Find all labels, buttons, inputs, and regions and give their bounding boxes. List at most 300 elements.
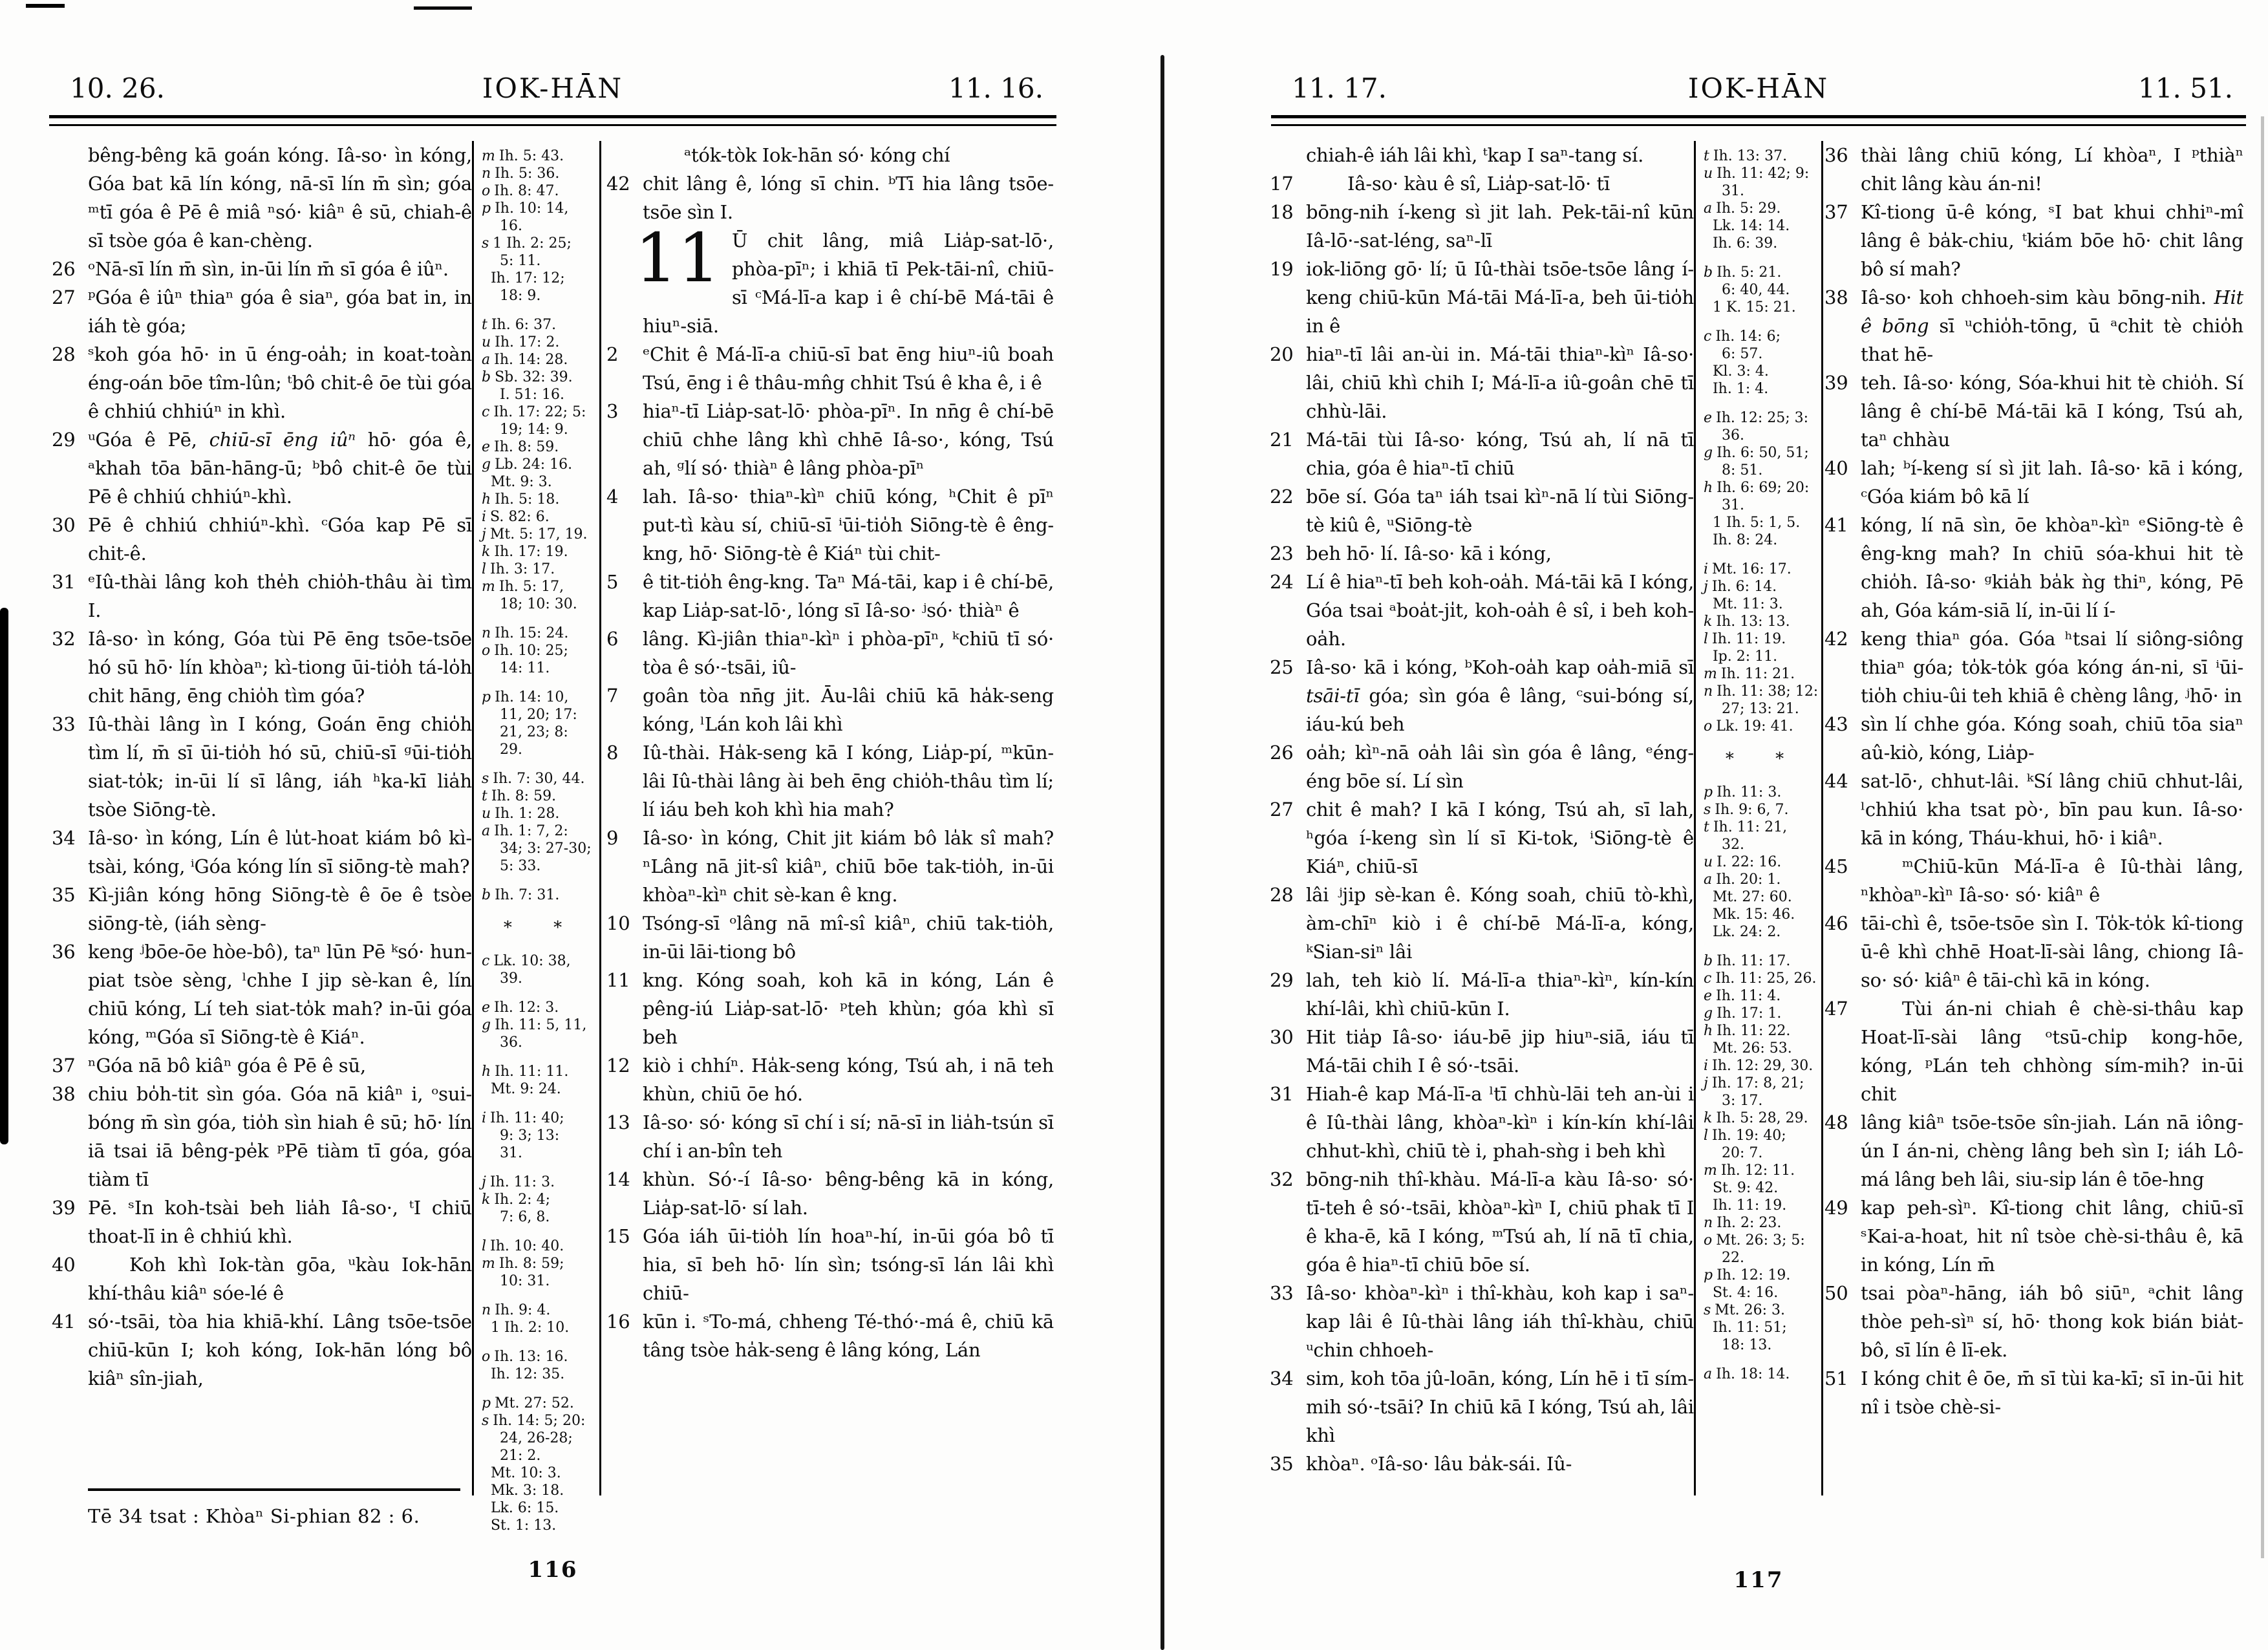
verse-text: chit lâng ê, lóng sī chin. ᵇTī hia lâng tsōe-tsōe sìn I. (643, 173, 1054, 223)
verse-text: ê tit-tio̍h êng-kng. Taⁿ Má-tāi, kap i ê chí-bē, kap Lia̍p-sat-lō·, lóng sī Iâ-so· ʲsó· thiàⁿ ê (643, 571, 1054, 621)
verse-number: 37 (1824, 201, 1848, 223)
reference-line: a Ih. 14: 28. (482, 352, 568, 368)
verse-text: lah; ᵇí-keng sí sì jit lah. Iâ-so· kā i kóng, ᶜGóa kiám bô kā lí (1861, 457, 2243, 508)
reference-line: p Ih. 14: 10, (482, 689, 569, 705)
reference-line: 22. (1704, 1250, 1744, 1266)
reference-line: Mt. 11: 3. (1704, 596, 1783, 612)
reference-line: n Ih. 5: 36. (482, 166, 560, 182)
reference-line: p Mt. 27: 52. (482, 1395, 574, 1411)
verse-text: kiò i chhíⁿ. Ha̍k-seng kóng, Tsú ah, i nā teh khùn, chiū ōe hó. (643, 1055, 1054, 1105)
verse (52, 625, 472, 710)
verse-number: 39 (1824, 372, 1848, 394)
verse-number: 7 (606, 685, 619, 707)
verse-number: 12 (606, 1055, 630, 1077)
verse-text: Pē ê chhiú chhiúⁿ-khì. ᶜGóa kap Pē sī chit-ê. (88, 514, 472, 564)
verse-number: 37 (52, 1055, 76, 1077)
ref-gap (1704, 252, 1819, 264)
reference-line: 21: 2. (482, 1448, 541, 1464)
verse-text: Iâ-so· ìn kóng, Lín ê lu̍t-hoat kiám bô kì-tsài, kóng, ⁱGóa kóng lín sī siōng-tè mah? (88, 827, 472, 877)
verse-number: 32 (1270, 1168, 1294, 1190)
ref-gap (1704, 735, 1819, 747)
reference-line: 19; 14: 9. (482, 422, 568, 438)
reference-line: Ih. 1: 4. (1704, 381, 1769, 397)
verse-text: Kì-jiân kóng hōng Siōng-tè ê ōe ê tsòe siōng-tè, (iáh sèng- (88, 884, 472, 934)
verse-text: sat-lō·, chhut-lâi. ᵏSí lâng chiū chhut-lâi, ˡchhiú kha tsat pò·, bīn pau kun. Iâ-so· kā in kóng, Tháu-khui, hō· i kiâⁿ. (1861, 770, 2243, 849)
verse-number: 20 (1270, 343, 1294, 365)
ref-gap (482, 1290, 597, 1302)
text-column-1 (45, 141, 472, 1495)
reference-line: 31. (482, 1145, 522, 1161)
ref-gap (1704, 941, 1819, 952)
verse-text: keng thiaⁿ góa. Góa ʰtsai lí siông-siông thiaⁿ góa; to̍k-to̍k góa kóng án-ni, sī ⁱūi-tio̍h chiu-ûi teh khiā ê chèng lâng, ʲhō· in (1861, 628, 2243, 707)
verse-text: lâng kiâⁿ tsōe-tsōe sîn-jiah. Lán nā iông-ún I án-ni, chèng lâng beh sìn I; iáh Lô-má lâng beh lâi, siu-si̍p lán ê tōe-hng (1861, 1111, 2243, 1190)
verse (52, 1307, 472, 1393)
reference-line: 10: 31. (482, 1273, 550, 1289)
verse-text: tsai pòaⁿ-hāng, iáh bô siūⁿ, ᵃchit lâng thòe peh-sìⁿ sí, hō· thong kok bián bia̍t-bô, sī lín ê lī-ek. (1861, 1282, 2243, 1361)
verse (1824, 852, 2243, 909)
verse-number: 34 (52, 827, 76, 849)
verse-text: oa̍h; kìⁿ-nā oa̍h lâi sìn góa ê lâng, ᵉéng-éng bōe sí. Lí sìn (1306, 742, 1694, 792)
verse-number: 2 (606, 343, 619, 365)
reference-line: c Ih. 11: 25, 26. (1704, 970, 1817, 987)
verse (52, 568, 472, 625)
verse-number: 36 (1824, 144, 1848, 166)
verse (1270, 653, 1694, 738)
header-rule (1271, 115, 2246, 126)
verse-number: 32 (52, 628, 76, 650)
text-column-1 (1267, 141, 1694, 1495)
reference-line: b Ih. 7: 31. (482, 887, 560, 903)
reference-line: n Ih. 15: 24. (482, 625, 569, 641)
ref-gap (482, 1162, 597, 1173)
reference-line: 18: 13. (1704, 1337, 1772, 1353)
references-column (1694, 141, 1823, 1495)
verse-text: lâng. Kì-jiân thiaⁿ-kìⁿ i phòa-pīⁿ, ᵏchiū tī só· tòa ê só·-tsāi, iû- (643, 628, 1054, 678)
verse-text: sìn lí chhe góa. Kóng soah, chiū tōa siaⁿ aû-kiò, kóng, Lia̍p- (1861, 713, 2243, 764)
reference-line: g Ih. 6: 50, 51; (1704, 445, 1809, 461)
verse-text: só·-tsāi, tòa hia khiā-khí. Lâng tsōe-tsōe chiū-kūn I; koh kóng, Iok-hān lóng bô kiâⁿ sîn-jiah, (88, 1311, 472, 1389)
verse (1824, 1279, 2243, 1364)
verse (1270, 1364, 1694, 1450)
verse-number: 4 (606, 486, 619, 508)
reference-line: t Ih. 13: 37. (1704, 148, 1788, 164)
verse-number: 35 (52, 884, 76, 906)
reference-line: k Ih. 17: 19. (482, 544, 568, 560)
reference-line: i Ih. 11: 40; (482, 1110, 564, 1126)
reference-line: Mt. 9: 3. (482, 474, 552, 490)
reference-line: b Ih. 5: 21. (1704, 264, 1782, 281)
reference-line: k Ih. 2: 4; (482, 1192, 551, 1208)
reference-line: Kl. 3: 4. (1704, 363, 1769, 380)
page-number: 116 (528, 1557, 578, 1583)
verse-text: thài lâng chiū kóng, Lí khòaⁿ, I ᵖthiàⁿ chit lâng kàu án-ni! (1861, 144, 2243, 195)
verse (52, 283, 472, 340)
reference-line: p Ih. 12: 19. (1704, 1267, 1791, 1283)
verse-number: 29 (1270, 969, 1294, 991)
binding-gutter-shadow (1161, 55, 1164, 1650)
verse-text: goân tòa nn̄g jit. Āu-lâi chiū kā ha̍k-seng kóng, ˡLán koh lâi khì (643, 685, 1054, 735)
reference-line: c Lk. 10: 38, (482, 953, 571, 969)
verse (606, 738, 1054, 824)
verse-number: 49 (1824, 1197, 1848, 1219)
reference-line: 1 Ih. 5: 1, 5. (1704, 515, 1801, 531)
verse-number: 3 (606, 400, 619, 422)
verse-text: Kî-tiong ū-ê kóng, ˢI bat khui chhiⁿ-mî lâng ê ba̍k-chiu, ᵗkiám bōe hō· chit lâng bô sí mah? (1861, 201, 2243, 280)
footnote-block (88, 1488, 476, 1527)
reference-line: m Ih. 8: 59; (482, 1256, 564, 1272)
verse (606, 169, 1054, 226)
verse (606, 1108, 1054, 1165)
verse-number: 48 (1824, 1111, 1848, 1133)
verse-number: 28 (1270, 884, 1294, 906)
verse-number: 8 (606, 742, 619, 764)
reference-line: n Ih. 9: 4. (482, 1302, 551, 1318)
reference-line: s Ih. 9: 6, 7. (1704, 802, 1789, 818)
reference-line: u I. 22: 16. (1704, 854, 1782, 870)
verse (1270, 795, 1694, 881)
verse-number: 36 (52, 941, 76, 963)
ref-gap (482, 904, 597, 916)
verse (52, 824, 472, 881)
verse (1824, 1194, 2243, 1279)
verse-text: Koh khì Iok-tàn gōa, ᵘkàu Iok-hān khí-thâu kiâⁿ sóe-lé ê (88, 1254, 472, 1304)
verse (88, 141, 472, 255)
footnote-rule (88, 1488, 460, 1491)
verse-text: Iâ-so· koh chhoeh-sim kàu bōng-nih. Hit ê bōng sī ᵘchio̍h-tōng, ū ᵃchit tè chio̍h that hē- (1861, 286, 2243, 365)
verse (606, 966, 1054, 1051)
reference-line: h Ih. 5: 18. (482, 491, 560, 508)
verse-text: Má-tāi tùi Iâ-so· kóng, Tsú ah, lí nā tī chia, góa ê hiaⁿ-tī chiū (1306, 429, 1694, 479)
reference-line: 5: 33. (482, 858, 541, 874)
verse (1270, 1450, 1694, 1478)
verse-number: 30 (1270, 1026, 1294, 1048)
reference-line: 5: 11. (482, 253, 541, 269)
ref-gap (482, 875, 597, 886)
verse-text: kóng, lí nā sìn, ōe khòaⁿ-kìⁿ ᵉSiōng-tè ê êng-kng mah? In chiū sóa-khui hit tè chio̍h. Iâ-so· ᵍkia̍h ba̍k ǹg thiⁿ, kóng, Pē ah, Góa kám-siā lí, in-ūi lí í- (1861, 514, 2243, 621)
verse-text: bōng-nih í-keng sì jit lah. Pek-tāi-nî kūn Iâ-lō·-sat-léng, saⁿ-lī (1306, 201, 1694, 252)
verse (1306, 141, 1694, 169)
verse-text: bōe sí. Góa taⁿ iáh tsai kìⁿ-nā lí tùi Siōng-tè kiû ê, ᵘSiōng-tè (1306, 486, 1694, 536)
reference-line: l Ih. 10: 40. (482, 1238, 564, 1254)
reference-line: Ih. 17: 12; (482, 270, 565, 286)
verse (1270, 1279, 1694, 1364)
scan-artifact (0, 608, 8, 1144)
ref-gap (482, 1383, 597, 1395)
ref-gap (482, 758, 597, 770)
verse-text: lah, teh kiò lí. Má-lī-a thiaⁿ-kìⁿ, kín-kín khí-lâi, khì chiū-kūn I. (1306, 969, 1694, 1020)
verse (606, 568, 1054, 625)
verse (52, 425, 472, 511)
verse (1270, 966, 1694, 1023)
reference-line: t Ih. 6: 37. (482, 317, 557, 333)
reference-line: j Ih. 17: 8, 21; (1704, 1075, 1804, 1091)
verse-text: ᵘGóa ê Pē, chiū-sī ēng iûⁿ hō· góa ê, ᵃkhah tōa bān-hāng-ū; ᵇbô chit-ê ōe tùi Pē ê chhiú chhiúⁿ-khì. (88, 429, 472, 508)
reference-line: 18: 9. (482, 288, 541, 304)
verse (1824, 1364, 2243, 1421)
verse-text: ˢkoh góa hō· in ū éng-oa̍h; in koat-toàn éng-oán bōe tîm-lûn; ᵗbô chit-ê ōe tùi góa ê chhiú chhiúⁿ in khì. (88, 343, 472, 422)
reference-line: Ih. 8: 24. (1704, 532, 1778, 548)
reference-line: 31. (1704, 497, 1744, 513)
reference-line: 32. (1704, 837, 1744, 853)
verse (1824, 1108, 2243, 1194)
verse-number: 5 (606, 571, 619, 593)
verse (52, 938, 472, 1051)
ref-gap (482, 677, 597, 689)
verse (1824, 369, 2243, 454)
reference-line: u Ih. 11: 42; 9: (1704, 166, 1810, 182)
verse (606, 1222, 1054, 1307)
verse-number: 46 (1824, 912, 1848, 934)
reference-line: St. 4: 16. (1704, 1285, 1779, 1301)
verse-number: 41 (1824, 514, 1848, 536)
verse-number: 23 (1270, 542, 1294, 564)
verse-number: 42 (606, 173, 630, 195)
left-page (45, 0, 1060, 1650)
reference-line: 29. (482, 742, 522, 758)
reference-line: o Mt. 26: 3; 5: (1704, 1232, 1805, 1248)
verse (1824, 625, 2243, 710)
ref-gap (1704, 1354, 1819, 1366)
reference-line: Ih. 12: 35. (482, 1366, 565, 1382)
reference-line: h Ih. 11: 22. (1704, 1023, 1791, 1039)
reference-line: Mk. 3: 18. (482, 1483, 564, 1499)
reference-line: 31. (1704, 183, 1744, 199)
verse-text: ᵉChit ê Má-lī-a chiū-sī bat ēng hiuⁿ-iû boah Tsú, ēng i ê thâu-mn̂g chhit Tsú ê kha ê, i ê (643, 343, 1054, 394)
verse-number: 43 (1824, 713, 1848, 735)
verse (1824, 454, 2243, 511)
verse (1270, 738, 1694, 795)
verse-text: teh. Iâ-so· kóng, Sóa-khui hit tè chio̍h. Sí lâng ê chí-bē Má-tāi kā I kóng, Tsú ah, taⁿ chhàu (1861, 372, 2243, 451)
reference-line: h Ih. 11: 11. (482, 1064, 569, 1080)
verse-number: 10 (606, 912, 630, 934)
reference-line: 27; 13: 21. (1704, 701, 1799, 717)
verse-number: 40 (52, 1254, 76, 1276)
reference-line: I. 51: 16. (482, 387, 565, 403)
verse-text: ⁿGóa nā bô kiâⁿ góa ê Pē ê sū, (88, 1055, 366, 1077)
reference-line: c Ih. 17: 22; 5: (482, 404, 586, 420)
scan-artifact (26, 4, 65, 8)
scan-artifact (414, 6, 472, 10)
reference-line: a Ih. 20: 1. (1704, 872, 1781, 888)
ref-gap (482, 987, 597, 999)
reference-line: p Ih. 10: 14, (482, 200, 569, 217)
reference-line: o Ih. 10: 25; (482, 643, 568, 659)
verse-number: 40 (1824, 457, 1848, 479)
reference-line: 16. (482, 218, 522, 234)
verse (1270, 340, 1694, 425)
reference-line: 7: 6, 8. (482, 1209, 550, 1225)
page-header (1267, 72, 2250, 111)
verse-text: Iâ-so· ìn kóng, Góa tùi Pē ēng tsōe-tsōe hó sū hō· lín khòaⁿ; kì-tiong ūi-tio̍h tá-lo̍h chit hāng, ēng chio̍h tìm góa? (88, 628, 472, 707)
verse-text: bêng-bêng kā goán kóng. Iâ-so· ìn kóng, Góa bat kā lín kóng, nā-sī lín m̄ sìn; góa ᵐtī góa ê Pē ê miâ ⁿsó· kiâⁿ ê sū, chiah-ê sī tsòe góa ê kan-chèng. (88, 144, 472, 252)
reference-line: s Ih. 14: 5; 20: (482, 1413, 586, 1429)
reference-line: 14: 11. (482, 660, 550, 676)
verse-number: 11 (606, 969, 630, 991)
verse-number: 44 (1824, 770, 1848, 792)
reference-line: Lk. 6: 15. (482, 1500, 559, 1516)
verse (1824, 511, 2243, 625)
ref-gap (482, 1226, 597, 1238)
verse-text: kng. Kóng soah, koh kā in kóng, Lán ê pêng-iú Lia̍p-sat-lō· ᵖteh khùn; góa khì sī beh (643, 969, 1054, 1048)
reference-line: j Mt. 5: 17, 19. (482, 526, 588, 542)
header-verse-range-right: 11. 51. (2138, 72, 2233, 104)
reference-line: h Ih. 6: 69; 20: (1704, 480, 1810, 496)
reference-line: k Ih. 13: 13. (1704, 614, 1790, 630)
verse-text: lâi ʲjip sè-kan ê. Kóng soah, chiū tò-khì, àm-chīⁿ kiò i ê chí-bē Má-lī-a, kóng, ᵏSian-siⁿ lâi (1306, 884, 1694, 963)
verse-text: iok-liōng gō· lí; ū Iû-thài tsōe-tsōe lâng í-keng chiū-kūn Má-tāi Má-lī-a, beh ūi-tio̍h in ê (1306, 258, 1694, 337)
verse (52, 1194, 472, 1250)
reference-line: Mt. 10: 3. (482, 1465, 561, 1481)
reference-line: 24, 26-28; (482, 1430, 573, 1446)
reference-line: o Lk. 19: 41. (1704, 718, 1793, 734)
verse (606, 824, 1054, 909)
verse-number: 35 (1270, 1453, 1294, 1475)
reference-line: m Ih. 12: 11. (1704, 1162, 1795, 1179)
ref-gap (1704, 316, 1819, 328)
verse-text: Ū chit lâng, miâ Lia̍p-sat-lō·, phòa-pīⁿ; i khiā tī Pek-tāi-nî, chiū-sī ᶜMá-lī-a kap i ê chí-bē Má-tāi ê hiuⁿ-siā. (643, 230, 1054, 337)
verse (1270, 1080, 1694, 1165)
reference-line: i Mt. 16: 17. (1704, 561, 1792, 577)
verse (1270, 568, 1694, 653)
ref-gap (482, 305, 597, 316)
verse-text: hiaⁿ-tī Lia̍p-sat-lō· phòa-pīⁿ. In nn̄g ê chí-bē chiū chhe lâng khì chhē Iâ-so·, kóng, Tsú ah, ᵍlí só· thiàⁿ ê lâng phòa-pīⁿ (643, 400, 1054, 479)
section-stars: * * (1725, 749, 1803, 769)
reference-line: 20: 7. (1704, 1145, 1763, 1161)
chapter-number: 11 (635, 219, 720, 297)
book-title: IOK-HĀN (1687, 72, 1830, 104)
ref-gap (482, 1098, 597, 1109)
footnote-text: Tē 34 tsat : Khòaⁿ Si-phian 82 : 6. (88, 1505, 420, 1527)
verse-text: keng ʲbōe-ōe hòe-bô), taⁿ lūn Pē ᵏsó· hun-piat tsòe sèng, ˡchhe I jip sè-kan ê, lín chiū kóng, Lí teh siat-to̍k mah? in-ūi góa kóng, ᵐGóa sī Siōng-tè ê Kiáⁿ. (88, 941, 472, 1048)
reference-line: 1 K. 15: 21. (1704, 299, 1796, 316)
section-stars: * * (503, 918, 581, 938)
verse-number: 13 (606, 1111, 630, 1133)
verse-text: Tùi án-ni chiah ê chè-si-thâu kap Hoat-lī-sài lâng ᵒtsū-chi̍p kong-hōe, kóng, ᵖLán teh chhòng sím-mih? in-ūi chit (1861, 998, 2243, 1105)
verse-text: chit ê mah? I kā I kóng, Tsú ah, sī lah, ʰgóa í-keng sìn lí sī Ki-tok, ⁱSiōng-tè ê Kiáⁿ, chiū-sī (1306, 798, 1694, 877)
page-number: 117 (1733, 1567, 1784, 1593)
verse (1824, 141, 2243, 198)
verse-text: Iâ-so· ìn kóng, Chit jit kiám bô la̍k sî mah? ⁿLâng nā jit-sî kiâⁿ, chiū bōe tak-tio̍h, in-ūi khòaⁿ-kìⁿ chit sè-kan ê kng. (643, 827, 1054, 906)
verse-number: 21 (1270, 429, 1294, 451)
verse-number: 26 (52, 258, 76, 280)
verse (1270, 482, 1694, 539)
reference-line: k Ih. 5: 28, 29. (1704, 1110, 1808, 1126)
reference-line: St. 9: 42. (1704, 1180, 1779, 1196)
verse-number: 28 (52, 343, 76, 365)
reference-line: 6: 40, 44. (1704, 282, 1790, 298)
verse-text: tāi-chì ê, tsōe-tsōe sìn I. To̍k-to̍k kî-tiong ū-ê khì chhē Hoat-lī-sài lâng, chiong Iâ-so· só· kiâⁿ ê tāi-chì kā in kóng. (1861, 912, 2243, 991)
verse-number: 18 (1270, 201, 1294, 223)
reference-line: c Ih. 14: 6; (1704, 328, 1781, 345)
verse-text: sim, koh tōa jû-loān, kóng, Lín hē i tī sím-mih só·-tsāi? In chiū kā I kóng, Tsú ah, lâi khì (1306, 1367, 1694, 1446)
reference-line: t Ih. 11: 21, (1704, 819, 1788, 835)
verse-number: 41 (52, 1311, 76, 1333)
verse-number: 38 (52, 1083, 76, 1105)
verse-text: Iâ-so· khòaⁿ-kìⁿ i thî-khàu, koh kap i saⁿ-kap lâi ê Iû-thài lâng iáh thî-khàu, chiū ᵘchin chhoeh- (1306, 1282, 1694, 1361)
verse-text: chiu bo̍h-tit sìn góa. Góa nā kiâⁿ i, ᵒsui-bóng m̄ sìn góa, tio̍h sìn hiah ê sū; hō· lín iā tsai iā bêng-pe̍k ᵖPē tiàm tī góa, góa tiàm tī (88, 1083, 472, 1190)
reference-line: n Ih. 11: 38; 12: (1704, 683, 1819, 700)
verse (1270, 198, 1694, 255)
header-verse-range-left: 10. 26. (70, 72, 165, 104)
reference-line: a Ih. 1: 7, 2: (482, 823, 568, 839)
scan-artifact (2261, 116, 2264, 1558)
verse-number: 33 (1270, 1282, 1294, 1304)
reference-line: 36. (482, 1034, 522, 1051)
reference-line: o Ih. 8: 47. (482, 183, 559, 199)
ref-gap (1704, 772, 1819, 784)
reference-line: u Ih. 1: 28. (482, 806, 560, 822)
verse-text: Góa iáh ūi-tio̍h lín hoaⁿ-hí, in-ūi góa bô tī hia, sī beh hō· lín sìn; tsóng-sī lán lâi khì chiū- (643, 1225, 1054, 1304)
header-verse-range-right: 11. 16. (948, 72, 1043, 104)
verse-number: 26 (1270, 742, 1294, 764)
reference-line: i S. 82: 6. (482, 509, 550, 525)
page-columns (1267, 141, 2250, 1495)
text-column-2 (601, 141, 1054, 1495)
verse (52, 340, 472, 425)
reference-line: s Ih. 7: 30, 44. (482, 771, 585, 787)
verse-text: Hiah-ê kap Má-lī-a ˡtī chhù-lāi teh an-ùi i ê Iû-thài lâng, khòaⁿ-kìⁿ i kín-kín khí-lâi chhut-khì, chiū tè i, phah-sǹg i beh khì (1306, 1083, 1694, 1162)
verse-text: khòaⁿ. ᵒIâ-so· lâu ba̍k-sái. Iû- (1306, 1453, 1572, 1475)
reference-line: a Ih. 18: 14. (1704, 1366, 1790, 1382)
verse-number: 9 (606, 827, 619, 849)
verse (1270, 425, 1694, 482)
verse-text: lah. Iâ-so· thiaⁿ-kìⁿ chiū kóng, ʰChit ê pīⁿ put-tì kàu sí, chiū-sī ⁱūi-tio̍h Siōng-tè ê êng-kng, hō· Siōng-tè ê Kiáⁿ tùi chit- (643, 486, 1054, 564)
reference-line: l Ih. 11: 19. (1704, 631, 1786, 647)
ref-gap (482, 1336, 597, 1348)
verse (1824, 767, 2243, 852)
verse (1270, 169, 1694, 198)
verse-number: 27 (52, 286, 76, 308)
reference-line: 11, 20; 17: (482, 707, 577, 723)
verse (643, 141, 1054, 169)
reference-line: m Ih. 5: 17, (482, 579, 564, 595)
verse-text: Lí ê hiaⁿ-tī beh koh-oa̍h. Má-tāi kā I kóng, Góa tsai ᵃboa̍t-ji̍t, koh-oa̍h ê sî, i beh koh-oa̍h. (1306, 571, 1694, 650)
reference-line: t Ih. 8: 59. (482, 788, 557, 804)
reference-line: o Ih. 13: 16. (482, 1349, 568, 1365)
verse-number: 45 (1824, 855, 1848, 877)
text-column-2 (1823, 141, 2243, 1495)
page-header (45, 72, 1060, 111)
reference-line: 18; 10: 30. (482, 596, 577, 612)
reference-line: Mt. 26: 53. (1704, 1040, 1792, 1056)
ref-gap (482, 613, 597, 625)
verse-number: 47 (1824, 998, 1848, 1020)
verse-text: chiah-ê iáh lâi khì, ᵗkap I saⁿ-tang sí. (1306, 144, 1644, 166)
reference-line: e Ih. 8: 59. (482, 439, 559, 455)
verse-text: beh hō· lí. Iâ-so· kā i kóng, (1306, 542, 1552, 564)
reference-line: 39. (482, 970, 522, 987)
header-rule (49, 115, 1056, 126)
reference-line: g Ih. 17: 1. (1704, 1005, 1782, 1022)
verse-number: 14 (606, 1168, 630, 1190)
verse (52, 1080, 472, 1194)
verse-text: Pē. ˢIn koh-tsài beh lia̍h Iâ-so·, ᵗI chiū thoat-lī in ê chhiú khì. (88, 1197, 472, 1247)
verse-text: hiaⁿ-tī lâi an-ùi in. Má-tāi thiaⁿ-kìⁿ Iâ-so· lâi, chiū khì chih I; Má-lī-a iû-goân chē tī chhù-lāi. (1306, 343, 1694, 422)
ref-gap (1704, 398, 1819, 409)
right-page (1267, 0, 2250, 1650)
book-title: IOK-HĀN (482, 72, 624, 104)
verse (635, 219, 1054, 340)
verse (52, 1250, 472, 1307)
reference-line: b Ih. 11: 17. (1704, 953, 1791, 969)
header-verse-range-left: 11. 17. (1292, 72, 1387, 104)
verse (1824, 198, 2243, 283)
reference-line: e Ih. 12: 25; 3: (1704, 410, 1809, 426)
verse-text: khùn. Só·-í Iâ-so· bêng-bêng kā in kóng, Lia̍p-sat-lō· sí lah. (643, 1168, 1054, 1219)
verse-text: ᵃtók-tòk Iok-hān só· kóng chí (684, 144, 950, 166)
reference-line: m Ih. 11: 21. (1704, 666, 1795, 682)
reference-line: 1 Ih. 2: 10. (482, 1320, 570, 1336)
